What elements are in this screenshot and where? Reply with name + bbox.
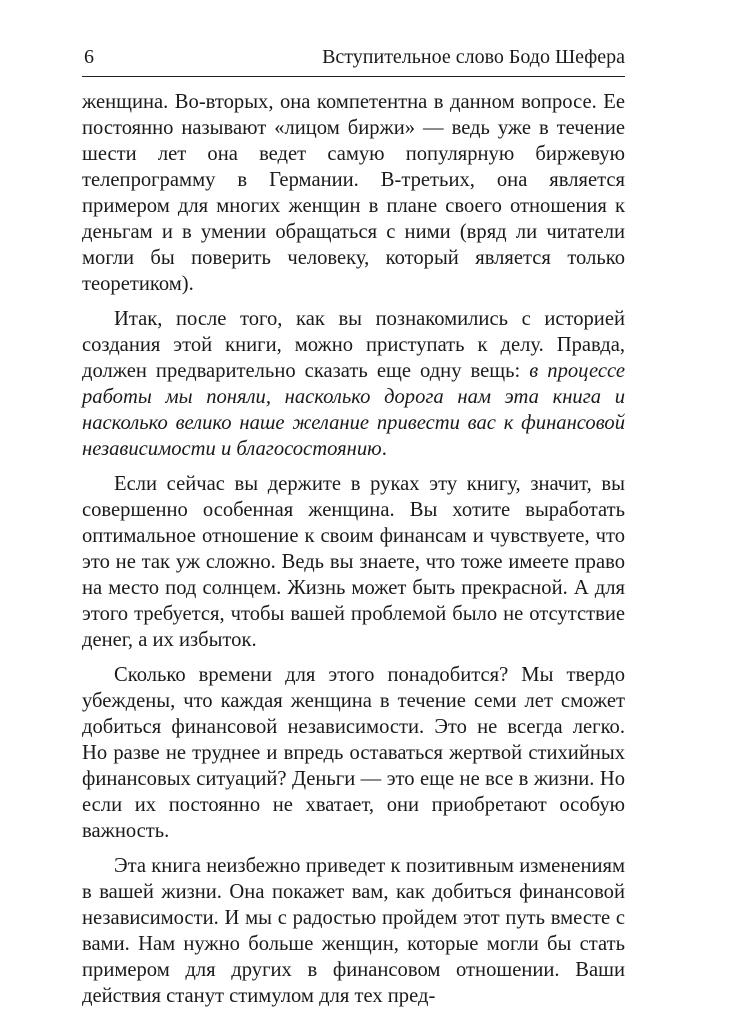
paragraph-1 (82, 89, 625, 297)
book-page (82, 44, 625, 1018)
running-head (82, 44, 625, 77)
paragraph-3-text: Если сейчас вы держите в руках эту книгу, значит, вы совершенно особенная женщина. Вы хотите выработать оптимальное отношение к своим финансам и чувствуете, что это не так уж сложно. Ведь вы знаете, что тоже имеете право на место под солнцем. Жизнь может быть прекрасной. А для этого требуется, чтобы вашей проблемой было не отсутствие денег, а их избыток. (82, 473, 625, 651)
paragraph-4-text: Сколько времени для этого понадобится? Мы твердо убеждены, что каждая женщина в течение семи лет сможет добиться финансовой независимости. Это не всегда легко. Но разве не труднее и впредь оставаться жертвой стихийных финансовых ситуаций? Деньги — это еще не все в жизни. Но если их постоянно не хватает, они приобретают особую важность. (82, 664, 625, 842)
running-head-title: Вступительное слово Бодо Шефера (322, 46, 625, 68)
paragraph-1-text: женщина. Во-вторых, она компетентна в данном вопросе. Ее постоянно называют «лицом биржи» — ведь уже в течение шести лет она ведет самую популярную биржевую телепрограмму в Германии. В-третьих, она является примером для многих женщин в плане своего отношения к деньгам и в умении обращаться с ними (вряд ли читатели могли бы поверить человеку, который является только теоретиком). (82, 91, 625, 295)
paragraph-5-text: Эта книга неизбежно приведет к позитивным изменениям в вашей жизни. Она покажет вам, как добиться финансовой независимости. И мы с радостью пройдем этот путь вместе с вами. Нам нужно больше женщин, которые могли бы стать примером для других в финансовом отношении. Ваши действия станут стимулом для тех пред- (82, 855, 625, 1007)
body-text (82, 89, 625, 1009)
paragraph-2-tail: . (381, 438, 387, 460)
paragraph-2-italic: в процессе работы мы поняли, насколько дорога нам эта книга и насколько велико наше желание привести вас к финансовой независимости и благосостоянию (82, 360, 625, 460)
paragraph-2 (82, 306, 625, 462)
page-number: 6 (84, 46, 94, 68)
paragraph-5 (82, 853, 625, 1009)
paragraph-2-text: Итак, после того, как вы познакомились с историей создания этой книги, можно приступать к делу. Правда, должен предварительно сказать еще одну вещь: (82, 308, 625, 382)
paragraph-4 (82, 662, 625, 844)
paragraph-3 (82, 471, 625, 653)
